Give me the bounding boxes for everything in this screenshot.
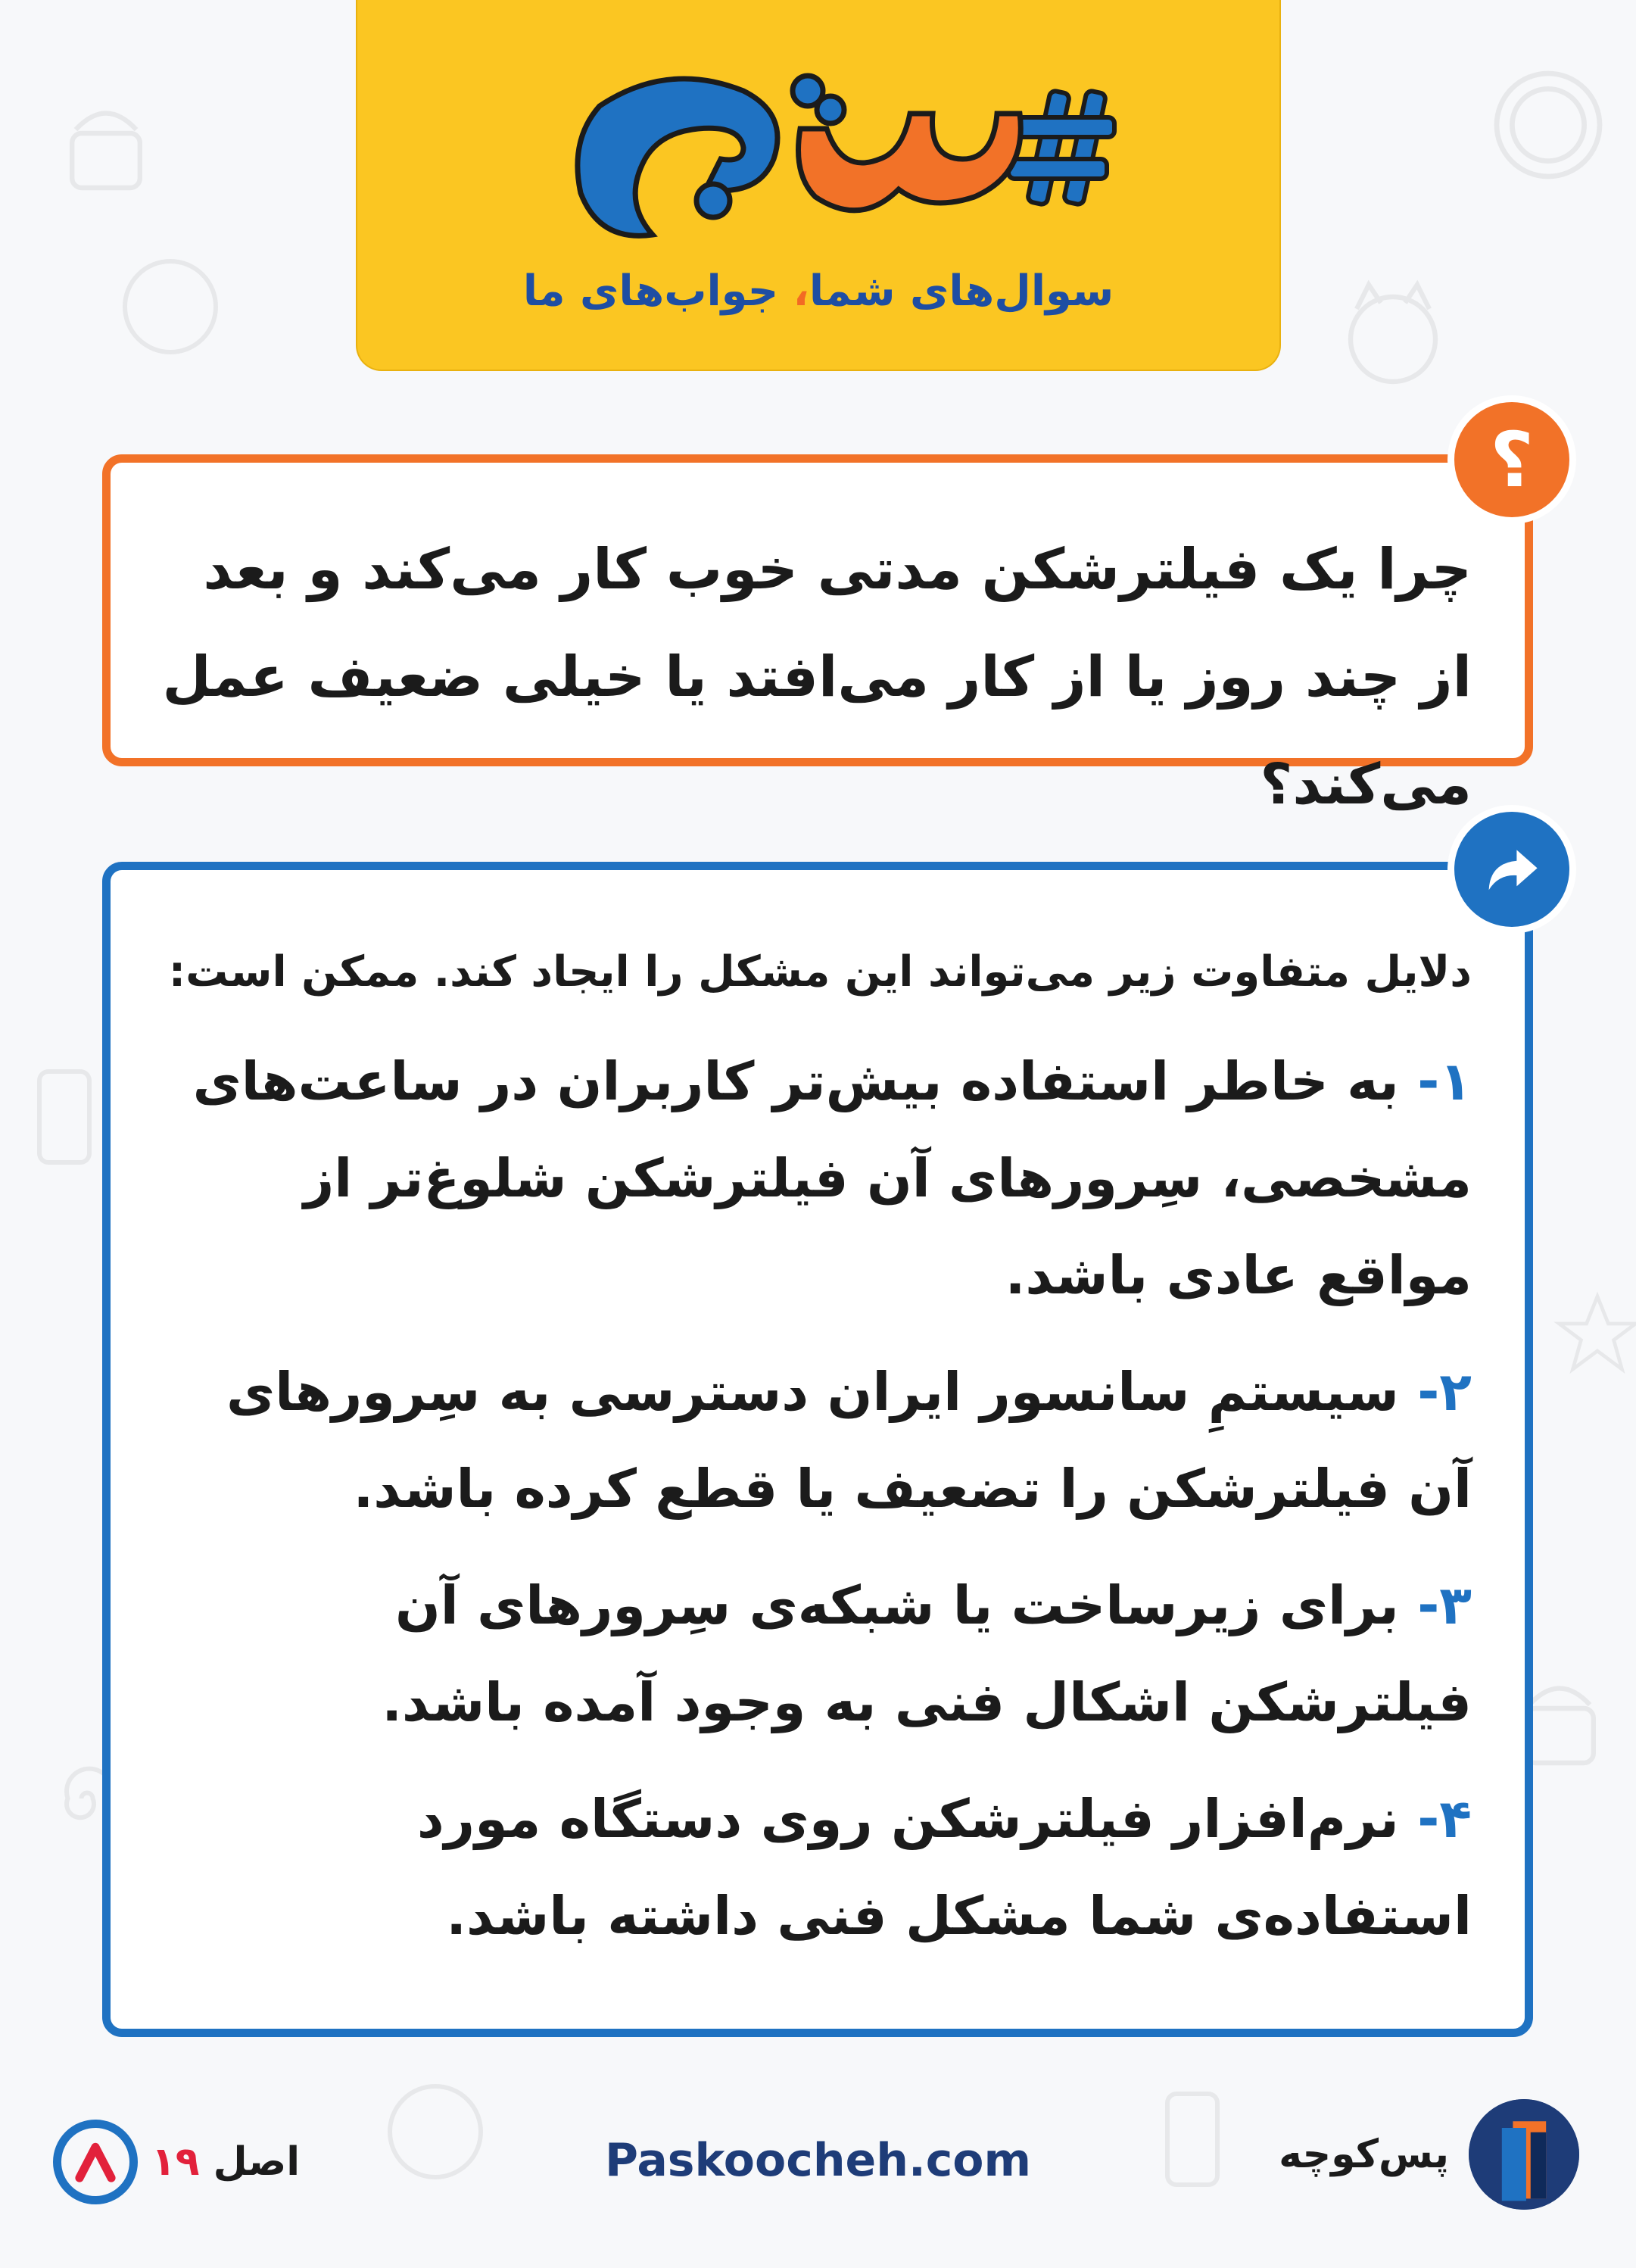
series-word: اصل: [199, 2139, 301, 2185]
seen-shape: [799, 114, 1021, 211]
series-label: [53, 2120, 300, 2204]
answer-intro: دلایل متفاوت زیر می‌تواند این مشکل را ایجاد کند. ممکن است:: [168, 947, 1472, 997]
share-arrow-icon: [1482, 839, 1542, 900]
answer-item-text: سیستمِ سانسور ایران دسترسی به سِرورهای آن فیلترشکن را تضعیف یا قطع کرده باشد.: [226, 1361, 1472, 1520]
tagline-part2: جواب‌های ما: [522, 267, 793, 316]
series-number: ۱۹: [151, 2139, 200, 2185]
answer-item-text: به خاطر استفاده بیش‌تر کاربران در ساعت‌های مشخصی، سِرورهای آن فیلترشکن شلوغ‌تر از مواقع عادی باشد.: [192, 1050, 1472, 1306]
header-banner: [356, 0, 1281, 371]
answer-item-number: ۱-: [1398, 1050, 1472, 1112]
paskoocheh-logo-icon: [1469, 2099, 1579, 2210]
question-box: [102, 454, 1533, 817]
hash-icon: [1008, 90, 1114, 205]
answer-item-number: ۲-: [1398, 1361, 1472, 1423]
website-link[interactable]: Paskoocheh.com: [604, 2134, 1032, 2187]
brand-name: پس‌کوچه: [1279, 2132, 1449, 2177]
question-mark-badge: [1447, 395, 1576, 524]
answer-list: [156, 1033, 1472, 1984]
answer-item-number: ۴-: [1398, 1788, 1472, 1850]
paskoocheh-brand: [1279, 2098, 1579, 2211]
answer-item-text: برای زیرساخت یا شبکه‌ی سِرورهای آن فیلترشکن اشکال فنی به وجود آمده باشد.: [382, 1574, 1472, 1733]
answer-box: [102, 862, 1533, 2037]
series-text: [151, 2139, 300, 2185]
answer-item: [156, 1770, 1472, 1964]
question-mark-icon: ؟: [1490, 415, 1535, 504]
star-doodle-icon: [1552, 1287, 1636, 1378]
question-text: چرا یک فیلترشکن مدتی خوب کار می‌کند و بعد از چند روز یا از کار می‌افتد یا خیلی ضعیف عمل می‌کند؟: [162, 537, 1472, 817]
answer-item: [156, 1557, 1472, 1751]
cat-doodle-icon: [1332, 273, 1454, 394]
android-doodle-icon: [45, 91, 167, 212]
answer-item-text: نرم‌افزار فیلترشکن روی دستگاه مورد استفاده‌ی شما مشکل فنی داشته باشد.: [416, 1788, 1472, 1947]
seen-jeem-logo: [509, 38, 1130, 265]
eight-circle-icon: [53, 2120, 138, 2204]
answer-item: [156, 1033, 1472, 1324]
answer-item: [156, 1343, 1472, 1537]
answer-item-number: ۳-: [1398, 1574, 1472, 1636]
seen-jeem-logo-graphic: [509, 38, 1130, 265]
tagline-comma: ،: [793, 267, 809, 316]
wordpress-doodle-icon: [1484, 61, 1613, 189]
tagline-part1: سوال‌های شما: [809, 267, 1114, 316]
answer-badge: [1447, 805, 1576, 934]
tagline: [357, 267, 1279, 316]
wordpress-doodle-icon: [114, 250, 227, 363]
